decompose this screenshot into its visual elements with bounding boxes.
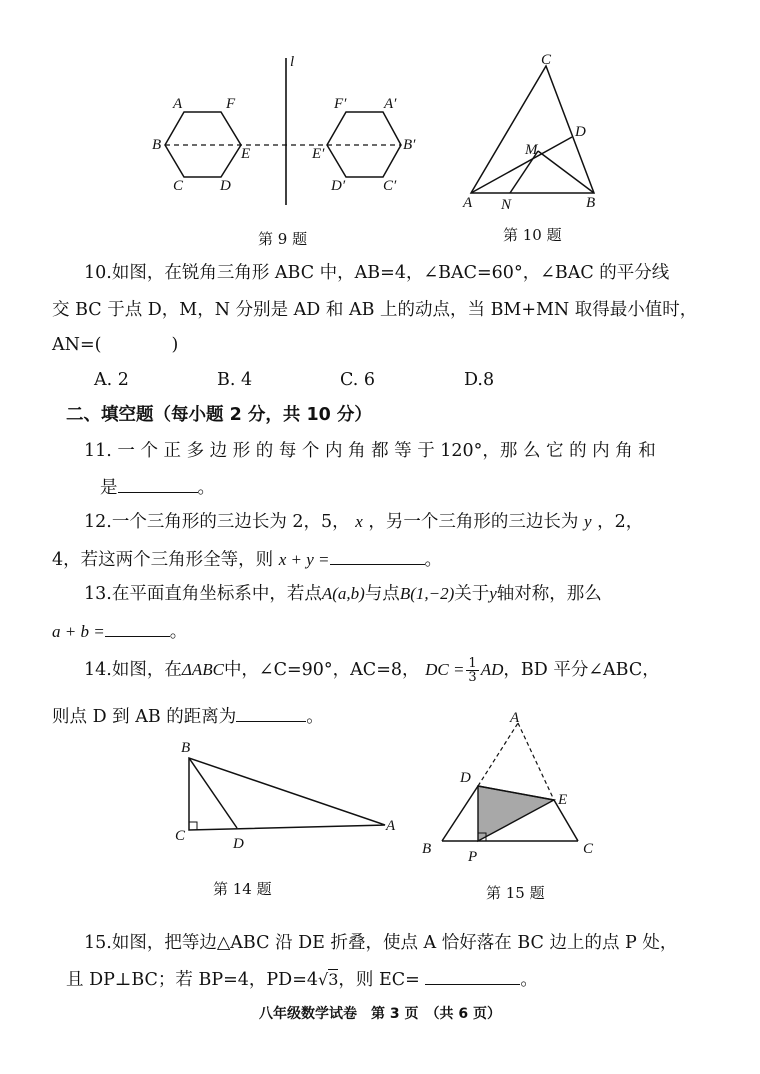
caption-fig14: 第 14 题	[213, 880, 272, 898]
q11-prefix: 是	[100, 478, 118, 498]
dashed-ae	[518, 723, 554, 800]
q12-var-y: y	[583, 512, 592, 531]
q12-var-x: x	[355, 512, 363, 531]
q12-text-b: ，另一个三角形的三边长为	[368, 512, 579, 532]
q10-line3: AN=( )	[52, 335, 179, 355]
q12-answer-blank[interactable]	[330, 548, 425, 565]
q14-text-a: 14.如图，在	[84, 660, 182, 680]
side-bd	[442, 786, 478, 841]
q14-prefix: 则点 D 到 AB 的距离为	[52, 707, 237, 727]
figure-14	[165, 730, 405, 860]
q12-text-a: 12.一个三角形的三边长为 2，5，	[84, 512, 350, 532]
q13-text-a: 13.在平面直角坐标系中，若点	[84, 584, 322, 604]
q11-suffix: 。	[197, 478, 215, 498]
vertex-A: A	[173, 96, 183, 112]
q11-answer-blank[interactable]	[118, 476, 198, 493]
q14-frac-den: 3	[468, 670, 477, 685]
vertex-E-prime: E′	[312, 146, 325, 162]
vertex-C: C	[541, 52, 552, 68]
q12-suffix: 。	[424, 550, 443, 570]
vertex-D-prime: D′	[331, 178, 346, 194]
q10-line2: 交 BC 于点 D，M，N 分别是 AD 和 AB 上的动点，当 BM+MN 取得最小值时，	[52, 300, 698, 320]
q11-line1: 11. 一 个 正 多 边 形 的 每 个 内 角 都 等 于 120°，那 么 它 的 内 角 和	[84, 441, 656, 461]
vertex-F: F	[226, 96, 236, 112]
axis-l-label: l	[290, 54, 295, 70]
q15-line2	[66, 968, 760, 991]
q13-line1	[84, 583, 760, 605]
vertex-D: D	[460, 770, 471, 786]
q15-line1: 15.如图，把等边△ABC 沿 DE 折叠，使点 A 恰好落在 BC 边上的点 P 处，	[84, 933, 678, 953]
option-b[interactable]: B. 4	[217, 370, 253, 390]
q14-answer-blank[interactable]	[236, 705, 306, 722]
section-2-title: 二、填空题（每小题 2 分，共 10 分）	[66, 405, 372, 425]
vertex-B: B	[152, 137, 162, 153]
caption-fig15: 第 15 题	[486, 884, 545, 902]
q14-fraction	[466, 657, 478, 684]
q14-line2	[52, 705, 760, 728]
q13-point-a: A(a,b)	[321, 584, 365, 603]
vertex-C: C	[175, 828, 186, 844]
vertex-A: A	[463, 195, 473, 211]
vertex-C: C	[173, 178, 184, 194]
vertex-B-prime: B′	[403, 137, 416, 153]
dashed-ad	[478, 723, 518, 786]
right-angle-mark-c	[189, 822, 197, 830]
q12-text-d: 4，若这两个三角形全等，则	[52, 550, 274, 570]
q13-line2	[52, 620, 760, 643]
vertex-A: A	[510, 710, 520, 726]
vertex-F-prime: F′	[334, 96, 347, 112]
vertex-P: P	[468, 849, 478, 865]
q13-answer-blank[interactable]	[105, 620, 170, 637]
q15-sqrt-value: 3	[328, 970, 339, 989]
vertex-B: B	[586, 195, 596, 211]
q13-suffix: 。	[169, 622, 188, 642]
q13-point-b: B(1,−2)	[399, 584, 455, 603]
vertex-B: B	[181, 740, 191, 756]
vertex-C-prime: C′	[383, 178, 397, 194]
q15-text-a: 且 DP⊥BC；若 BP=4，PD=4	[66, 970, 318, 990]
q11-line2	[100, 476, 760, 499]
q15-sqrt: √3	[318, 970, 339, 989]
q14-suffix: 。	[306, 707, 324, 727]
q14-text-c: ，BD 平分∠ABC，	[503, 660, 660, 680]
q14-line1	[84, 655, 760, 685]
q15-answer-blank[interactable]	[425, 968, 520, 985]
q12-line2	[52, 548, 760, 571]
vertex-A: A	[386, 818, 396, 834]
caption-fig9: 第 9 题	[258, 230, 308, 248]
q14-text-b: 中，∠C=90°，AC=8，	[223, 660, 420, 680]
q12-text-c: ，2，	[597, 512, 644, 532]
q10-line1: 10.如图，在锐角三角形 ABC 中，AB=4，∠BAC=60°，∠BAC 的平分线	[84, 263, 670, 283]
vertex-D: D	[575, 124, 586, 140]
q14-ad: AD	[480, 660, 504, 679]
q14-triangle: ΔABC	[181, 660, 224, 679]
q12-expr: x + y =	[278, 550, 330, 569]
q14-dc: DC =	[425, 660, 465, 679]
vertex-E: E	[558, 792, 568, 808]
vertex-C: C	[583, 841, 594, 857]
option-d[interactable]: D.8	[464, 370, 495, 390]
vertex-A-prime: A′	[384, 96, 397, 112]
segment-bd	[189, 758, 237, 828]
vertex-B: B	[422, 841, 432, 857]
q13-text-c: 关于	[454, 584, 490, 604]
figure-10	[455, 50, 615, 215]
figure-9	[140, 50, 430, 210]
q13-expr: a + b =	[52, 622, 105, 641]
triangle-abc-14	[189, 758, 385, 830]
q13-text-b: 与点	[364, 584, 400, 604]
option-c[interactable]: C. 6	[340, 370, 376, 390]
page-footer: 八年级数学试卷 第 3 页 （共 6 页）	[259, 1006, 501, 1022]
vertex-E: E	[241, 146, 251, 162]
folded-triangle-dpe	[478, 786, 554, 841]
figure-15	[410, 708, 610, 873]
q12-line1	[84, 511, 760, 533]
q13-var-y: y	[489, 584, 497, 603]
q15-text-b: ，则 EC=	[338, 970, 420, 990]
vertex-D: D	[220, 178, 231, 194]
vertex-M: M	[525, 142, 538, 158]
option-a[interactable]: A. 2	[94, 370, 129, 390]
q15-suffix: 。	[520, 970, 538, 990]
q14-frac-num: 1	[468, 656, 477, 671]
vertex-N: N	[501, 197, 512, 213]
caption-fig10: 第 10 题	[503, 226, 562, 244]
vertex-D: D	[233, 836, 244, 852]
q13-text-d: 轴对称，那么	[496, 584, 602, 604]
